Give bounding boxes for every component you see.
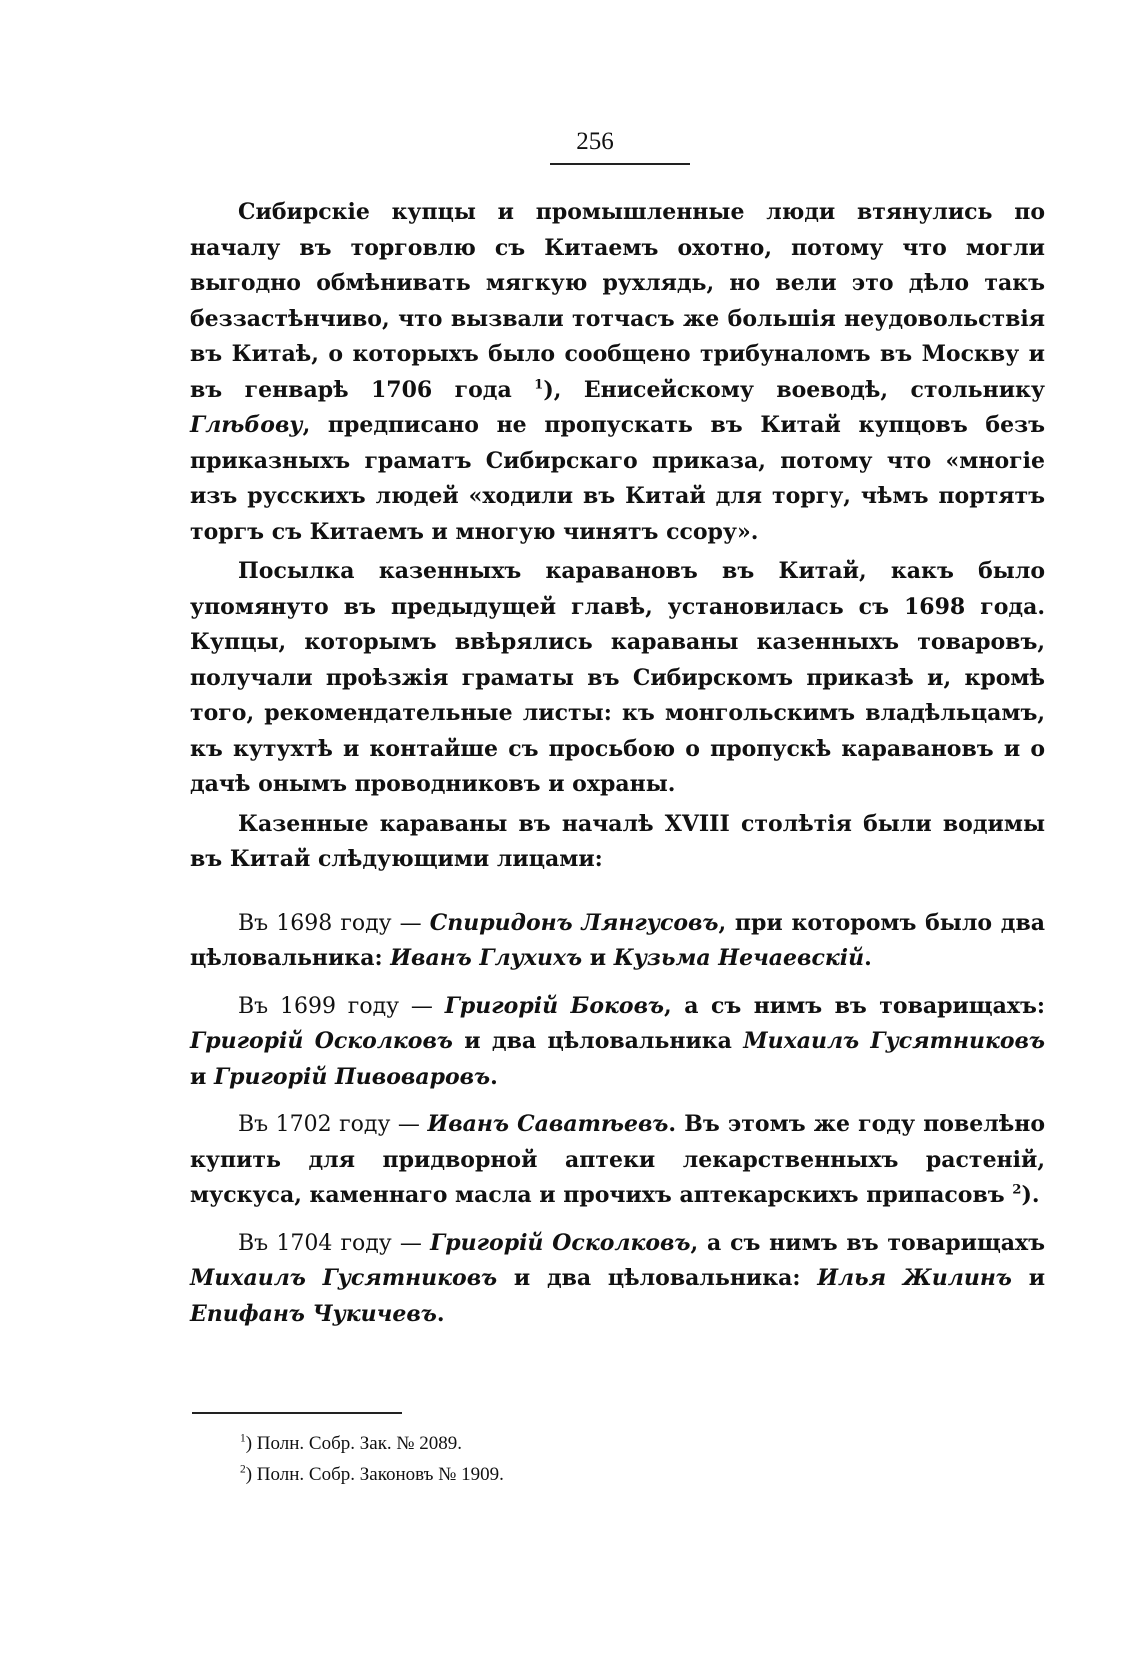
- entry-text: , при которомъ было два цѣловальника:: [190, 909, 1045, 971]
- caravan-entry: [190, 906, 1045, 977]
- person-name: Григорій Боковъ: [444, 992, 665, 1019]
- footnote-ref: 2: [1012, 1182, 1022, 1198]
- caravan-entry: [190, 1107, 1045, 1214]
- caravan-list: [190, 906, 1045, 1333]
- entry-text: и: [190, 1063, 214, 1090]
- entry-text: и два цѣловальника:: [497, 1265, 818, 1291]
- entry-text: ).: [1021, 1182, 1040, 1208]
- caravan-year: Въ 1699 году —: [238, 993, 445, 1019]
- person-name: Михаилъ Гусятниковъ: [190, 1265, 498, 1291]
- caravan-entry: [190, 989, 1045, 1096]
- name-glebov: Глѣбову: [190, 412, 303, 438]
- footnote-2-text: ) Полн. Собр. Законовъ № 1909.: [245, 1464, 504, 1485]
- person-name: Илья Жилинъ: [817, 1265, 1012, 1291]
- footnote-1-text: ) Полн. Собр. Зак. № 2089.: [245, 1433, 463, 1454]
- entry-text: .: [436, 1300, 445, 1327]
- paragraph-3: Казенные караваны въ началѣ XVIII столѣтія были водимы въ Китай слѣдующими лицами:: [190, 810, 1045, 872]
- person-name: Григорій Осколковъ: [190, 1028, 453, 1054]
- caravan-year: Въ 1704 году —: [238, 1230, 431, 1256]
- entry-text: , а съ нимъ въ товарищахъ: [690, 1229, 1046, 1256]
- footnotes: [240, 1428, 504, 1490]
- footnote-1-mark: 1: [240, 1432, 246, 1445]
- caravan-entry-text: [190, 1226, 1045, 1333]
- caravan-entry-text: [190, 989, 1045, 1096]
- entry-text: и два цѣловальника: [452, 1028, 744, 1054]
- person-name: Григорій Пивоваровъ: [213, 1063, 491, 1090]
- header-rule: [550, 163, 690, 165]
- entry-text: . Въ этомъ же году повелѣно купить для придворной аптеки лекарственныхъ растеній, мускуса, каменнаго масла и прочихъ аптекарскихъ припасовъ: [190, 1111, 1046, 1208]
- paragraph-2: Посылка казенныхъ каравановъ въ Китай, какъ было упомянуто въ предыдущей главѣ, установилась съ 1698 года. Купцы, которымъ ввѣрялись караваны казенныхъ товаровъ, получали проѣзжія граматы въ Сибирскомъ приказѣ и, кромѣ того, рекомендательные листы: къ монгольскимъ владѣльцамъ, къ кутухтѣ и контайше съ просьбою о пропускѣ каравановъ и о дачѣ онымъ проводниковъ и охраны.: [190, 558, 1045, 797]
- person-name: Иванъ Саватѣевъ: [427, 1111, 669, 1137]
- person-name: Епифанъ Чукичевъ: [190, 1300, 437, 1327]
- paragraph-1: [190, 195, 1045, 550]
- person-name: Михаилъ Гусятниковъ: [743, 1028, 1045, 1054]
- footnote-ref-1: 1: [534, 377, 544, 393]
- main-text: [190, 195, 1045, 1344]
- footnote-1: [240, 1428, 504, 1459]
- entry-text: и: [1011, 1265, 1046, 1291]
- caravan-entry-text: [190, 906, 1045, 977]
- footnote-rule: [192, 1412, 402, 1414]
- caravan-entry: [190, 1226, 1045, 1333]
- caravan-year: Въ 1702 году —: [238, 1112, 428, 1137]
- person-name: Григорій Осколковъ: [430, 1229, 691, 1256]
- person-name: Спиридонъ Лянгусовъ: [429, 909, 719, 936]
- paragraph-1-mid: ), Енисейскому воеводѣ, стольнику: [543, 376, 1046, 403]
- footnote-2: [240, 1459, 504, 1490]
- paragraph-1-start: Сибирскіе купцы и промышленные люди втянулись по началу въ торговлю съ Китаемъ охотно, потому что могли выгодно обмѣнивать мягкую рухлядь, но вели это дѣло такъ беззастѣнчиво, что вызвали тотчасъ же большія неудовольствія въ Китаѣ, о которыхъ было сообщено трибуналомъ въ Москву и въ генварѣ 1706 года: [190, 199, 1045, 403]
- entry-text: и: [582, 945, 614, 971]
- paragraph-1-end: , предписано не пропускать въ Китай купцовъ безъ приказныхъ граматъ Сибирскаго приказа, потому что «многіе изъ русскихъ людей «ходили въ Китай для торгу, чѣмъ портятъ торгъ съ Китаемъ и многую чинятъ ссору».: [190, 412, 1045, 545]
- entry-text: .: [864, 945, 872, 971]
- person-name: Иванъ Глухихъ: [390, 945, 583, 971]
- caravan-entry-text: [190, 1107, 1045, 1214]
- entry-text: , а съ нимъ въ товарищахъ:: [664, 992, 1045, 1019]
- person-name: Кузьма Нечаевскій: [613, 945, 865, 971]
- page-number: 256: [576, 128, 614, 155]
- caravan-year: Въ 1698 году —: [238, 910, 430, 936]
- footnote-2-mark: 2: [240, 1463, 246, 1476]
- entry-text: .: [490, 1063, 498, 1090]
